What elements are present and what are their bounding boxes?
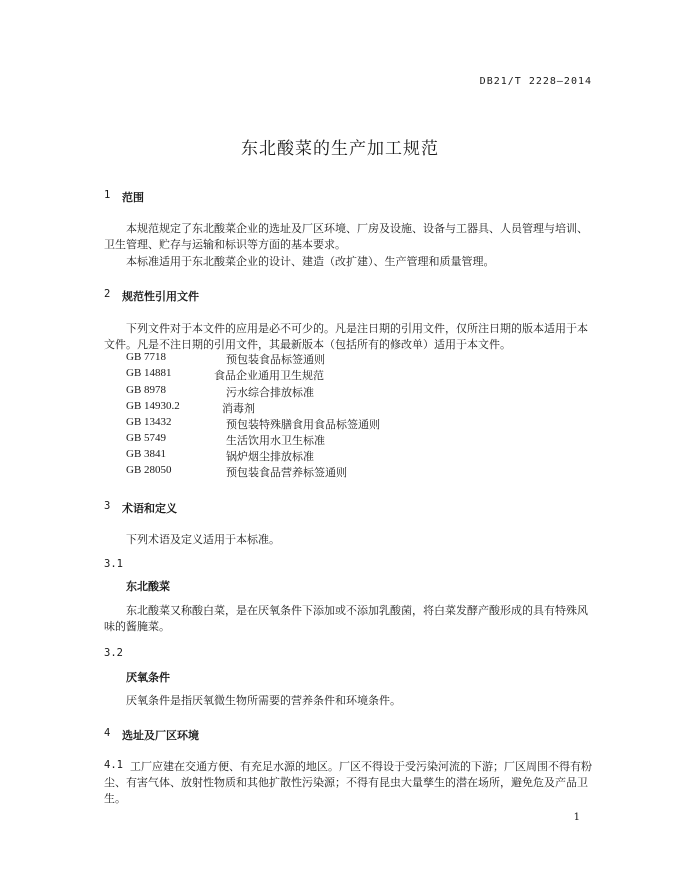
- term-number: 3.2: [104, 647, 123, 659]
- reference-title: 预包装食品营养标签通则: [226, 466, 347, 479]
- section-title: 选址及厂区环境: [122, 729, 199, 742]
- term-definition: 厌氧条件是指厌氧微生物所需要的营养条件和环境条件。: [126, 694, 401, 707]
- paragraph: 本规范规定了东北酸菜企业的选址及厂区环境、厂房及设施、设备与工器具、人员管理与培训、卫生管理、贮存与运输和标识等方面的基本要求。: [104, 222, 588, 251]
- section-number: 1: [104, 189, 111, 201]
- reference-code: GB 14881: [126, 367, 172, 379]
- reference-title: 生活饮用水卫生标准: [226, 434, 325, 447]
- document-title: 东北酸菜的生产加工规范: [241, 139, 439, 159]
- reference-title: 食品企业通用卫生规范: [214, 369, 324, 382]
- reference-title: 消毒剂: [222, 402, 255, 415]
- reference-code: GB 8978: [126, 384, 167, 396]
- paragraph: 下列文件对于本文件的应用是必不可少的。凡是注日期的引用文件，仅所注日期的版本适用于本文件。凡是不注日期的引用文件，其最新版本（包括所有的修改单）适用于本文件。: [104, 322, 588, 351]
- reference-code: GB 7718: [126, 351, 167, 363]
- clause-text: 工厂应建在交通方便、有充足水源的地区。厂区不得设于受污染河流的下游；厂区周围不得有粉尘、有害气体、放射性物质和其他扩散性污染源；不得有昆虫大量孳生的潜在场所，避免危及产品卫生。: [104, 760, 592, 805]
- standard-code: DB21/T 2228—2014: [479, 76, 592, 87]
- section-title: 术语和定义: [122, 502, 177, 515]
- paragraph: 本标准适用于东北酸菜企业的设计、建造（改扩建）、生产管理和质量管理。: [126, 255, 495, 268]
- reference-code: GB 28050: [126, 464, 172, 476]
- paragraph: 下列术语及定义适用于本标准。: [126, 533, 280, 546]
- term-name: 东北酸菜: [126, 580, 170, 593]
- reference-code: GB 14930.2: [126, 400, 180, 412]
- section-title: 规范性引用文件: [122, 290, 199, 303]
- section-number: 3: [104, 500, 111, 512]
- reference-code: GB 3841: [126, 448, 167, 460]
- reference-code: GB 5749: [126, 432, 167, 444]
- term-name: 厌氧条件: [126, 671, 170, 684]
- section-number: 4: [104, 727, 111, 739]
- term-number: 3.1: [104, 558, 123, 570]
- page-number: 1: [573, 812, 580, 823]
- reference-title: 预包装食品标签通则: [226, 353, 325, 366]
- section-number: 2: [104, 288, 111, 300]
- reference-title: 锅炉烟尘排放标准: [226, 450, 314, 463]
- clause-number: 4.1: [104, 759, 123, 771]
- reference-code: GB 13432: [126, 416, 172, 428]
- reference-title: 污水综合排放标准: [226, 386, 314, 399]
- term-definition: 东北酸菜又称酸白菜，是在厌氧条件下添加或不添加乳酸菌，将白菜发酵产酸形成的具有特殊风味的酱腌菜。: [104, 604, 588, 633]
- section-title: 范围: [122, 191, 144, 204]
- reference-title: 预包装特殊膳食用食品标签通则: [226, 418, 380, 431]
